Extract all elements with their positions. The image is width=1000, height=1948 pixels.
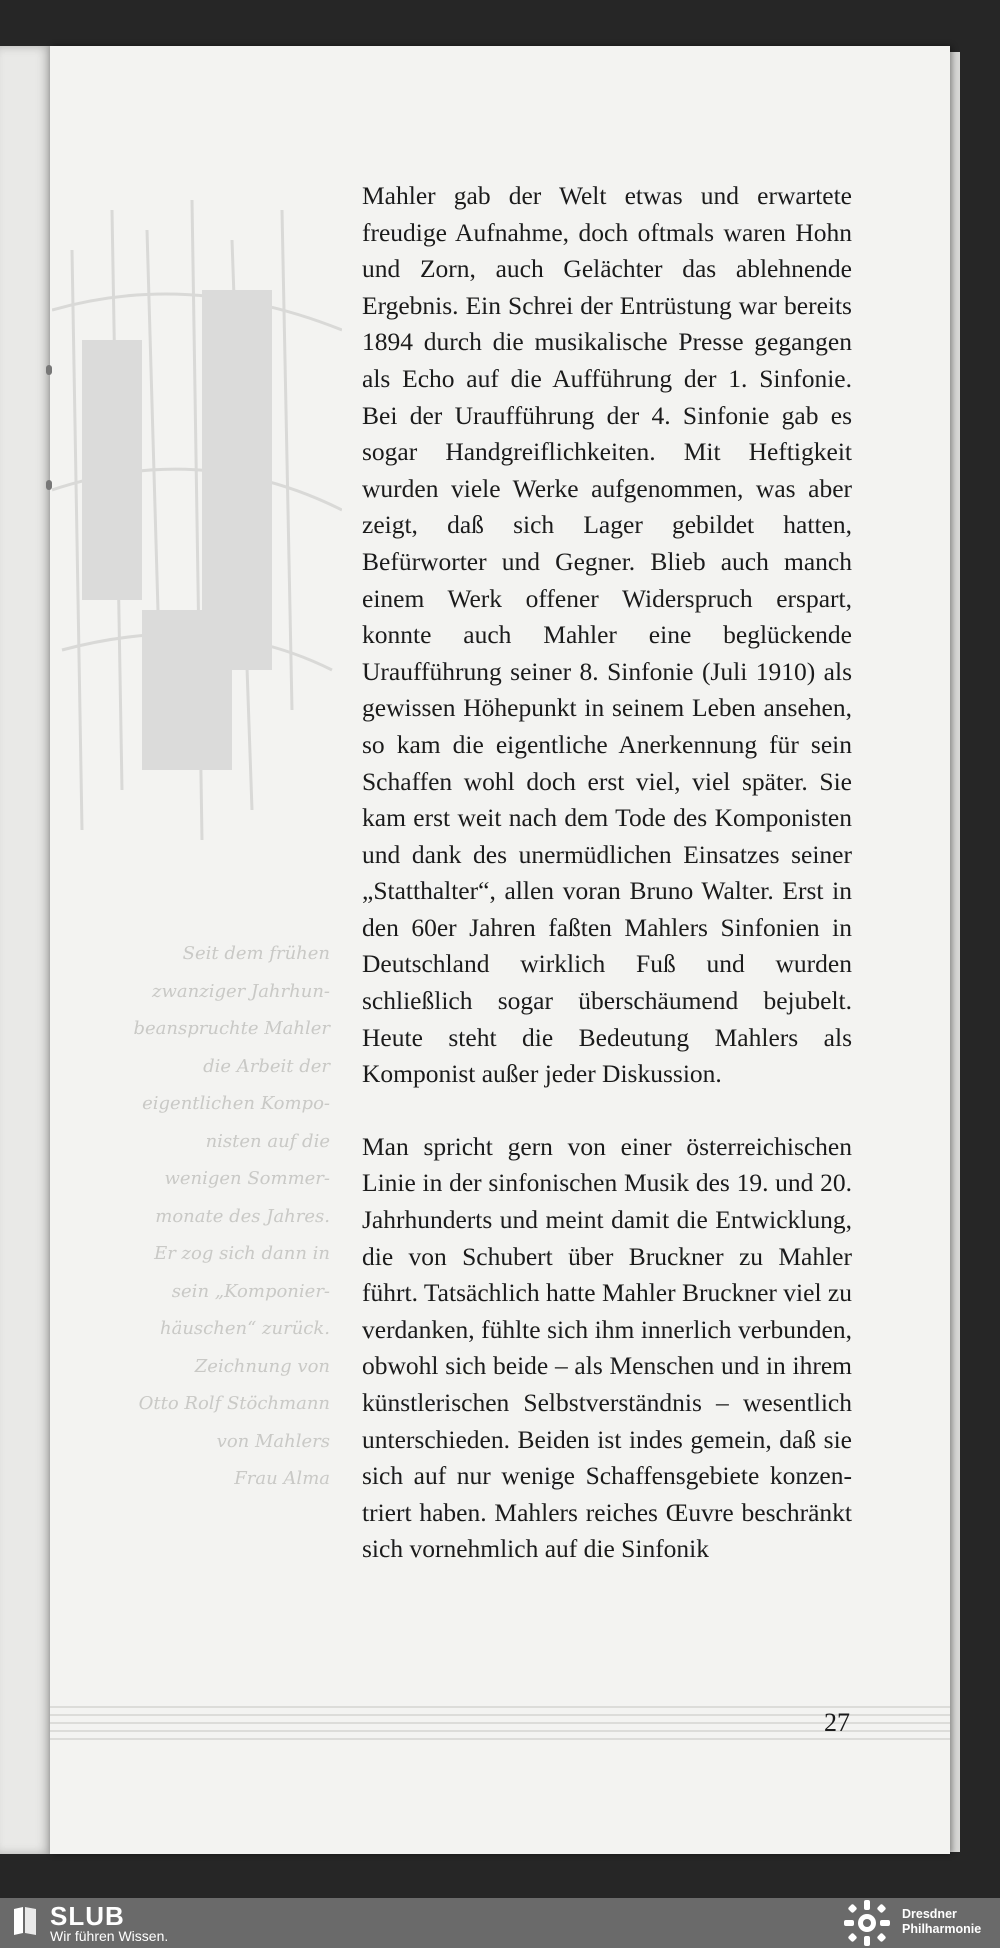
margin-caption: Seit dem frühen zwanziger Jahrhun- beanspruchte Mahler die Arbeit der eigentlichen Kompo- nisten auf die wenigen Sommer- monate des Jahres. Er zog sich dann in sein „Komponier- häuschen“ zurück. Zeichnung von Otto Rolf Stöchmann von Mahlers Frau Alma [133, 943, 330, 1489]
book-icon [12, 1906, 38, 1936]
partner-name [902, 1907, 998, 1937]
partner-name-line2: Philharmonie [902, 1922, 982, 1936]
left-page-edge [0, 46, 52, 1854]
footer-bar [0, 1898, 1000, 1948]
page-number: 27 [824, 1708, 850, 1737]
paragraph: Man spricht gern von einer österreichischen Linie in der sinfonischen Musik des 19. und 20. Jahrhunderts und meint damit die Entwicklung, die von Schubert über Bruckner zu Mahler führt. Tatsächlich hatte Mahler Bruckner viel zu verdanken, fühlte sich ihm innerlich verbunden, obwohl sich beide – als Menschen und in ihrem künstlerischen Selbstverständnis – wesentlich unterschieden. Beiden ist indes gemein, daß sie sich auf nur wenige Schaffensgebiete konzentriert haben. Mahlers reiches Œuvre beschränkt sich vornehmlich auf die Sinfonik [362, 1131, 852, 1564]
faded-illustration [52, 190, 342, 870]
body-text [362, 178, 852, 1568]
library-name: SLUB [50, 1901, 125, 1931]
library-slogan: Wir führen Wissen. [50, 1928, 169, 1944]
philharmonie-logo-icon [842, 1899, 892, 1947]
paragraph: Mahler gab der Welt etwas und erwartete freudige Aufnahme, doch oftmals waren Hohn und Zorn, auch Gelächter das ablehnende Ergebnis. Ein Schrei der Entrüstung war bereits 1894 durch die musikalische Presse gegangen als Echo auf die Aufführung der 1. Sinfonie. Bei der Uraufführung der 4. Sinfonie gab es sogar Handgreiflichkeiten. Mit Heftigkeit wurden viele Werke aufgenommen, was aber zeigt, daß sich Lager gebildet hatten, Befürworter und Gegner. Blieb auch manch einem Werk offener Widerspruch erspart, konnte auch Mahler eine beglückende Uraufführung seiner 8. Sinfonie (Juli 1910) als gewissen Höhepunkt in seinem Leben ansehen, so kam die eigentliche Anerkennung für sein Schaffen wohl doch erst viel, viel später. Sie kam erst weit nach dem Tode des Komponisten und dank des unermüdlichen Einsatzes seiner „Statthalter“, allen voran Bruno Walter. Erst in den 60er Jahren faßten Mahlers Sinfonien in Deutschland wirklich Fuß und wurden schließlich sogar überschäumend bejubelt. Heute steht die Bedeutung Mahlers als Komponist außer jeder Diskussion. [362, 181, 852, 1089]
right-page-edge [950, 52, 960, 1852]
partner-name-line1: Dresdner [902, 1907, 957, 1921]
